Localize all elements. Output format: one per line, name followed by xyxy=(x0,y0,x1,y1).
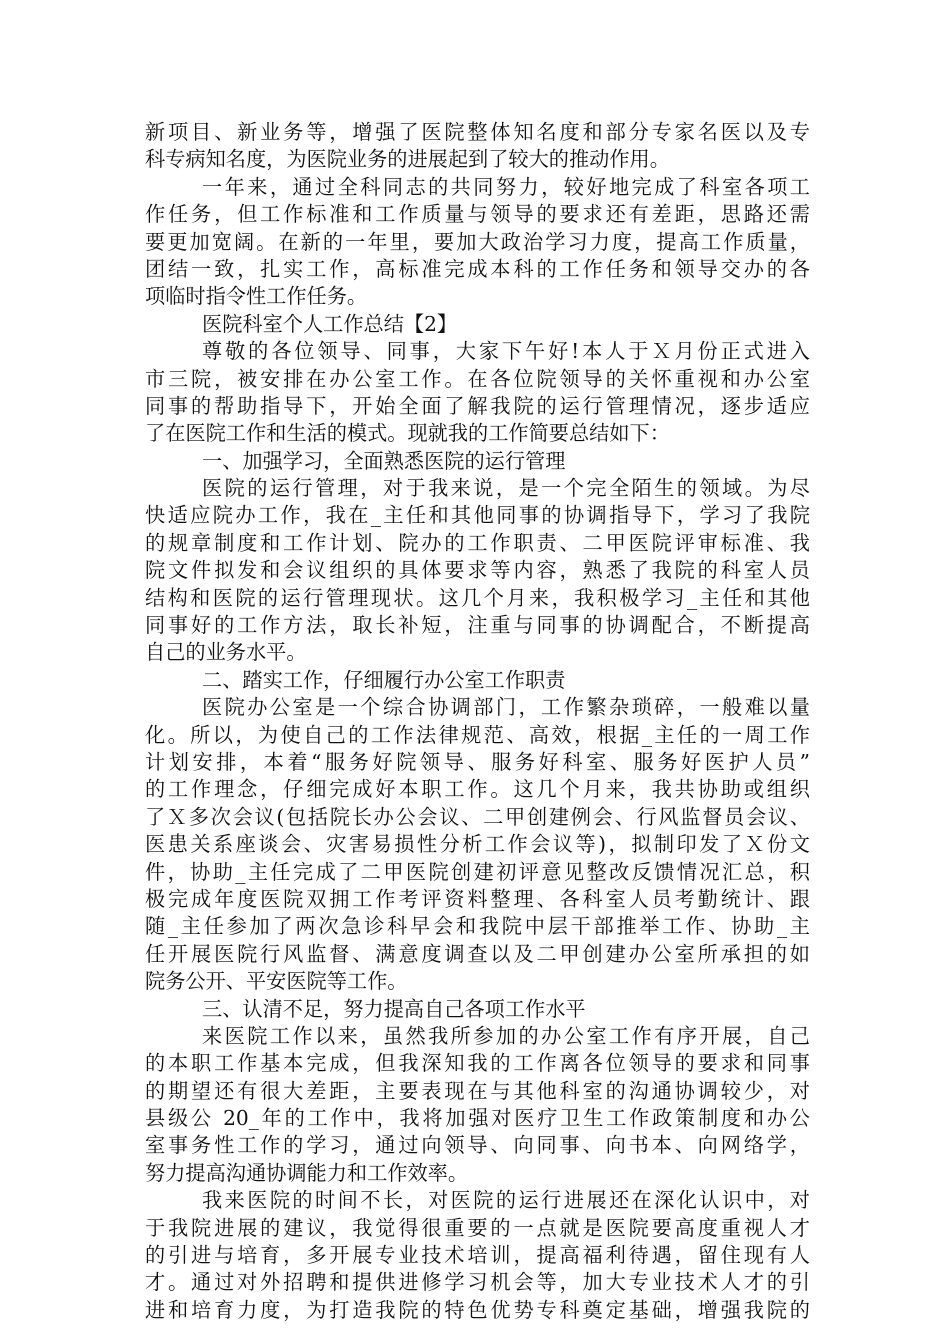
text-line: 的规章制度和工作计划、院办的工作职责、二甲医院评审标准、我 xyxy=(145,530,810,555)
text-line: 一年来，通过全科同志的共同努力，较好地完成了科室各项工 xyxy=(202,174,810,199)
text-line: 医院的运行管理，对于我来说，是一个完全陌生的领域。为尽 xyxy=(202,476,810,501)
text-line: 要更加宽阔。在新的一年里，要加大政治学习力度，提高工作质量， xyxy=(145,229,810,254)
text-line: 的本职工作基本完成，但我深知我的工作离各位领导的要求和同事 xyxy=(145,1051,810,1076)
text-line: 作任务，但工作标准和工作质量与领导的要求还有差距，思路还需 xyxy=(145,202,810,227)
text-line: 的引进与培育，多开展专业技术培训，提高福利待遇，留住现有人 xyxy=(145,1243,810,1268)
text-line: 市三院，被安排在办公室工作。在各位院领导的关怀重视和办公室 xyxy=(145,366,810,391)
text-line: 同事好的工作方法，取长补短，注重与同事的协调配合，不断提高 xyxy=(145,613,810,638)
text-line: 尊敬的各位领导、同事，大家下午好!本人于Ｘ月份正式进入 xyxy=(202,339,810,364)
text-line: 进和培育力度，为打造我院的特色优势专科奠定基础，增强我院的 xyxy=(145,1297,810,1322)
text-line: 一、加强学习，全面熟悉医院的运行管理 xyxy=(202,448,566,473)
text-line: 了Ｘ多次会议(包括院长办公会议、二甲创建例会、行风监督员会议、 xyxy=(145,804,810,829)
text-line: 化。所以，为使自己的工作法律规范、高效，根据_主任的一周工作 xyxy=(145,722,810,747)
text-line: 随_主任参加了两次急诊科早会和我院中层干部推举工作、协助_主 xyxy=(145,914,810,939)
text-line: 计划安排，本着“服务好院领导、服务好科室、服务好医护人员” xyxy=(145,749,810,774)
text-line: 新项目、新业务等，增强了医院整体知名度和部分专家名医以及专 xyxy=(145,120,810,144)
text-line: 院文件拟发和会议组织的具体要求等内容，熟悉了我院的科室人员 xyxy=(145,558,810,583)
text-line: 极完成年度医院双拥工作考评资料整理、各科室人员考勤统计、跟 xyxy=(145,886,810,911)
text-line: 件，协助_主任完成了二甲医院创建初评意见整改反馈情况汇总，积 xyxy=(145,859,810,884)
text-line: 于我院进展的建议，我觉得很重要的一点就是医院要高度重视人才 xyxy=(145,1215,810,1240)
text-line: 项临时指令性工作任务。 xyxy=(145,284,368,309)
text-line: 才。通过对外招聘和提供进修学习机会等，加大专业技术人才的引 xyxy=(145,1270,810,1295)
text-line: 结构和医院的运行管理现状。这几个月来，我积极学习_主任和其他 xyxy=(145,585,810,610)
text-line: 科专病知名度，为医院业务的进展起到了较大的推动作用。 xyxy=(145,147,670,172)
text-line: 县级公 20_年的工作中，我将加强对医疗卫生工作政策制度和办公 xyxy=(145,1106,810,1131)
text-line: 快适应院办工作，我在_主任和其他同事的协调指导下，学习了我院 xyxy=(145,503,810,528)
text-line: 任开展医院行风监督、满意度调查以及二甲创建办公室所承担的如 xyxy=(145,941,810,966)
text-line: 我来医院的时间不长，对医院的运行进展还在深化认识中，对 xyxy=(202,1188,810,1213)
text-line: 室事务性工作的学习，通过向领导、向同事、向书本、向网络学， xyxy=(145,1133,810,1158)
text-line: 院务公开、平安医院等工作。 xyxy=(145,969,408,994)
text-line: 二、踏实工作，仔细履行办公室工作职责 xyxy=(202,667,566,692)
document-body xyxy=(145,119,810,1324)
text-line: 医院办公室是一个综合协调部门，工作繁杂琐碎，一般难以量 xyxy=(202,695,810,720)
text-line: 医患关系座谈会、灾害易损性分析工作会议等)，拟制印发了Ｘ份文 xyxy=(145,832,810,857)
text-line: 了在医院工作和生活的模式。现就我的工作简要总结如下： xyxy=(145,421,670,446)
text-line: 三、认清不足，努力提高自己各项工作水平 xyxy=(202,996,586,1021)
text-line: 同事的帮助指导下，开始全面了解我院的运行管理情况，逐步适应 xyxy=(145,393,810,418)
text-line: 团结一致，扎实工作，高标准完成本科的工作任务和领导交办的各 xyxy=(145,256,810,281)
text-line: 医院科室个人工作总结【2】 xyxy=(202,311,458,336)
text-line: 的期望还有很大差距，主要表现在与其他科室的沟通协调较少，对 xyxy=(145,1078,810,1103)
text-line: 努力提高沟通协调能力和工作效率。 xyxy=(145,1160,469,1185)
text-line: 来医院工作以来，虽然我所参加的办公室工作有序开展，自己 xyxy=(202,1023,810,1048)
text-line: 的工作理念，仔细完成好本职工作。这几个月来，我共协助或组织 xyxy=(145,777,810,802)
text-line: 自己的业务水平。 xyxy=(145,640,307,665)
